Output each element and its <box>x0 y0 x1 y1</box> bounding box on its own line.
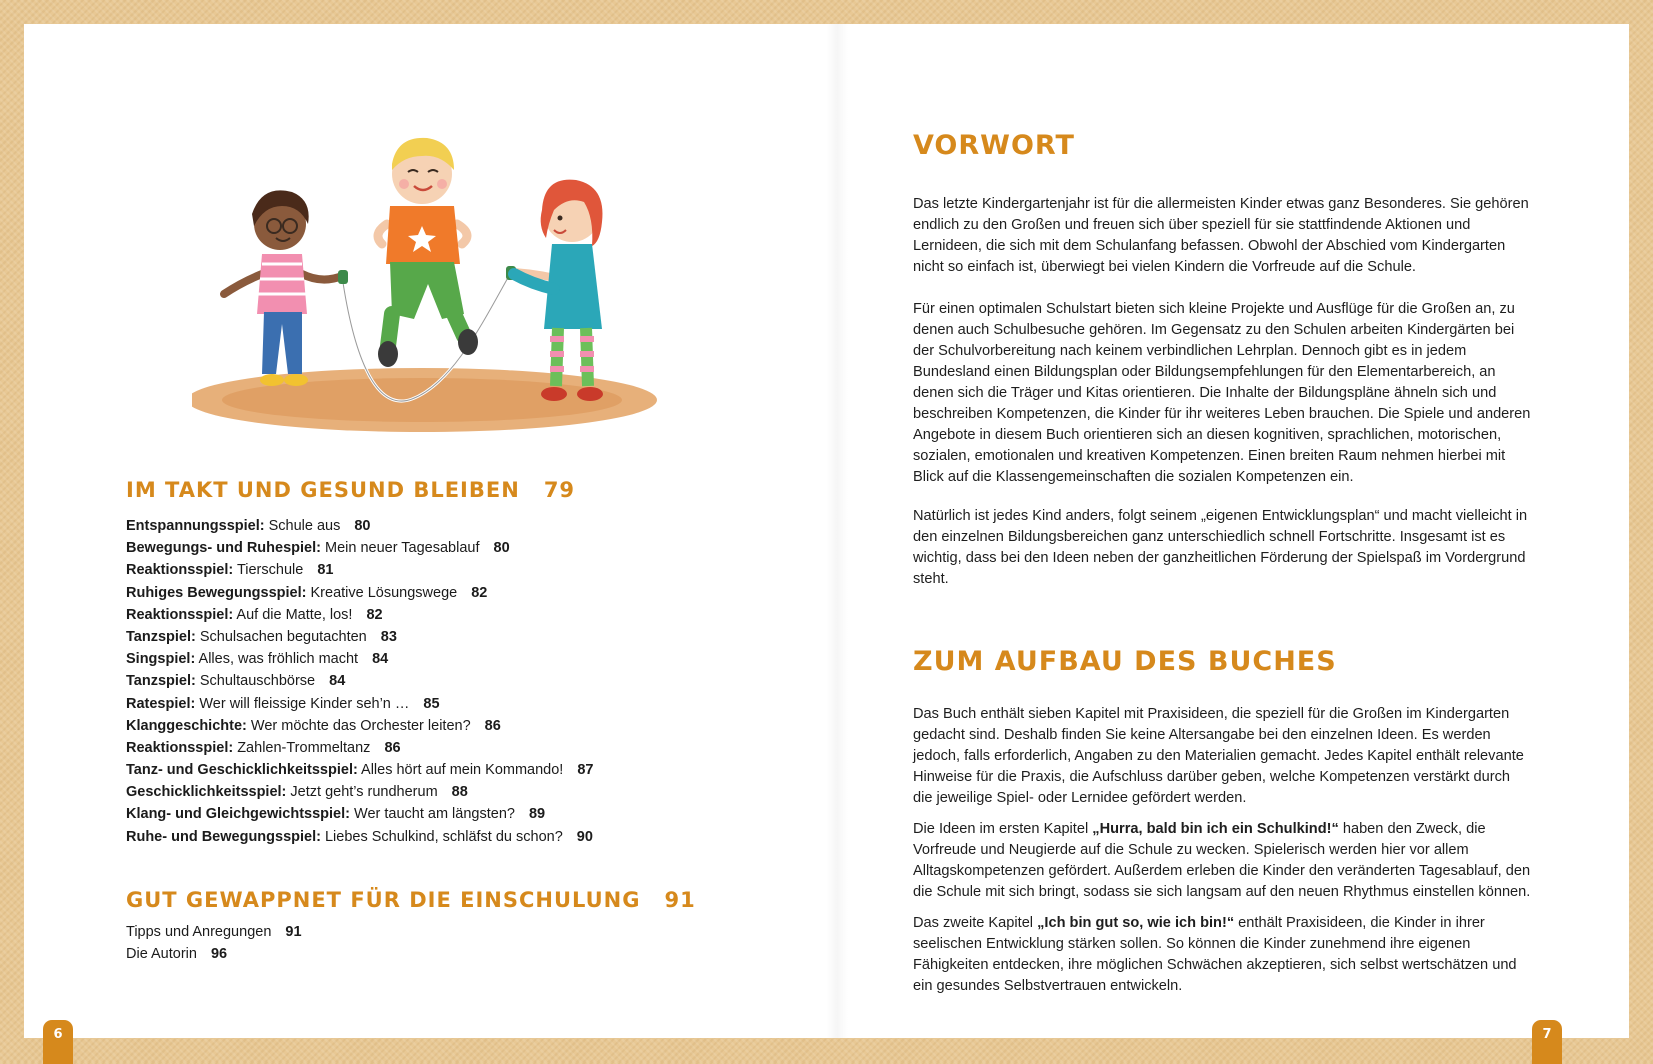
toc-section-title-1-page: 79 <box>543 478 576 502</box>
toc-entry[interactable] <box>126 604 593 626</box>
toc-entry-page: 83 <box>380 628 397 645</box>
toc-section-title-1 <box>126 478 575 502</box>
vorwort-heading: VORWORT <box>913 130 1075 161</box>
toc-entry[interactable] <box>126 537 593 559</box>
toc-entry-text: Schultauschbörse <box>199 673 316 690</box>
toc-entry[interactable] <box>126 781 593 803</box>
toc-entry-text: Schulsachen begutachten <box>199 628 367 645</box>
aufbau-paragraph-2 <box>913 819 1533 903</box>
toc-entry-label: Bewegungs- und Ruhespiel: <box>126 540 321 557</box>
toc-entry[interactable] <box>126 693 593 715</box>
toc-entry-page: 88 <box>451 784 468 801</box>
toc-entry-label: Tanzspiel: <box>126 673 196 690</box>
toc-entry-label: Reaktionsspiel: <box>126 606 234 623</box>
toc-entry[interactable] <box>126 582 593 604</box>
toc-section-title-2-text: GUT GEWAPPNET FÜR DIE EINSCHULUNG <box>126 888 641 912</box>
toc-entry-text: Wer möchte das Orchester leiten? <box>250 717 471 734</box>
toc-entry-text: Zahlen-Trommeltanz <box>237 739 371 756</box>
toc-entry-page: 84 <box>372 651 389 668</box>
toc-entry-page: 86 <box>484 717 501 734</box>
toc-entry-label: Geschicklichkeitsspiel: <box>126 784 287 801</box>
toc-entry-page: 82 <box>471 584 488 601</box>
toc-entry-text: Jetzt geht’s rundherum <box>290 784 438 801</box>
toc-entry-page: 85 <box>423 695 440 712</box>
toc-entry-text: Liebes Schulkind, schläfst du schon? <box>324 828 563 845</box>
toc-entry-text: Alles, was fröhlich macht <box>198 651 359 668</box>
boy-middle-figure <box>378 138 478 367</box>
right-page <box>836 24 1629 1038</box>
aufbau-heading: ZUM AUFBAU DES BUCHES <box>913 646 1337 677</box>
toc-entry-label: Ruhe- und Bewegungsspiel: <box>126 828 321 845</box>
toc-entry-page: 91 <box>285 924 302 940</box>
toc-entry-label: Tanz- und Geschicklichkeitsspiel: <box>126 762 358 779</box>
toc-entry-page: 87 <box>577 762 594 779</box>
chapter-1-title: „Hurra, bald bin ich ein Schulkind!“ <box>1092 821 1339 837</box>
toc-entry[interactable] <box>126 626 593 648</box>
toc-entry-page: 89 <box>528 806 546 823</box>
toc-section-title-2 <box>126 888 696 912</box>
toc-entry-label: Klanggeschichte: <box>126 717 247 734</box>
toc-entry-text: Mein neuer Tagesablauf <box>324 540 480 557</box>
toc-entry-page: 80 <box>493 540 510 557</box>
toc-entry[interactable] <box>126 515 593 537</box>
aufbau-paragraph-2-pre: Die Ideen im ersten Kapitel <box>913 821 1093 837</box>
toc-entry-label: Tanzspiel: <box>126 628 196 645</box>
toc-entry[interactable] <box>126 715 593 737</box>
toc-entry[interactable] <box>126 803 593 825</box>
toc-entry-text: Die Autorin <box>126 946 197 963</box>
toc-list-2 <box>126 921 302 965</box>
page-number-left: 6 <box>43 1020 73 1064</box>
toc-entry-text: Alles hört auf mein Kommando! <box>361 762 564 779</box>
toc-entry[interactable] <box>126 737 593 759</box>
toc-entry[interactable] <box>126 921 302 943</box>
left-page <box>24 24 836 1038</box>
toc-entry-label: Reaktionsspiel: <box>126 739 234 756</box>
toc-entry-page: 81 <box>317 562 334 579</box>
toc-entry-label: Ratespiel: <box>126 695 196 712</box>
toc-entry-label: Klang- und Gleichgewichtsspiel: <box>126 806 350 823</box>
toc-entry-text: Kreative Lösungswege <box>310 584 458 601</box>
toc-section-title-1-text: IM TAKT UND GESUND BLEIBEN <box>126 478 520 502</box>
toc-entry-page: 84 <box>329 673 346 690</box>
vorwort-paragraph-1: Das letzte Kindergartenjahr ist für die allermeisten Kinder etwas ganz Besonderes. Sie gehören endlich zu den Großen und freuen sich über speziell für sie stattfindende Aktionen und Lernideen, die sich mit dem Schulanfang befassen. Obwohl der Abschied vom Kindergarten nicht so einfach ist, überwiegt bei vielen Kindern die Vorfreude auf die Schule. <box>913 196 1529 275</box>
toc-entry[interactable] <box>126 826 593 848</box>
children-jump-rope-illustration <box>192 114 692 454</box>
toc-entry-text: Tierschule <box>236 562 304 579</box>
toc-entry-page: 82 <box>366 606 383 623</box>
toc-entry-label: Ruhiges Bewegungsspiel: <box>126 584 307 601</box>
toc-entry[interactable] <box>126 759 593 781</box>
aufbau-paragraph-1: Das Buch enthält sieben Kapitel mit Praxisideen, die speziell für die Großen im Kindergarten gedacht sind. Deshalb finden Sie keine Altersangabe bei den einzelnen Ideen. Es werden jedoch, falls erforderlich, Angaben zu den Materialien gemacht. Jedes Kapitel enthält relevante Hinweise für die Praxis, die Aufschluss darüber geben, welche Kompetenzen verstärkt durch die jeweilige Spiel- oder Lernidee gefördert werden. <box>913 706 1524 806</box>
toc-entry[interactable] <box>126 559 593 581</box>
toc-entry-page: 90 <box>576 828 593 845</box>
toc-entry-text: Schule aus <box>268 518 341 534</box>
aufbau-paragraph-3-pre: Das zweite Kapitel <box>913 915 1038 931</box>
toc-entry[interactable] <box>126 670 593 692</box>
toc-entry-page: 86 <box>384 739 401 756</box>
toc-entry-label: Reaktionsspiel: <box>126 562 234 579</box>
toc-entry-label: Entspannungsspiel: <box>126 518 265 534</box>
toc-entry-text: Auf die Matte, los! <box>236 606 353 623</box>
toc-section-title-2-page: 91 <box>664 888 696 912</box>
vorwort-paragraph-2: Für einen optimalen Schulstart bieten sich kleine Projekte und Ausflüge für die Großen an, zu denen auch Schulbesuche gehören. Im Gegensatz zu den Schulen arbeiten Kindergärten bei der Schulvorbereitung nach keinem verbindlichen Lehrplan. Dennoch gibt es in jedem Bundesland einen Bildungsplan oder Bildungsempfehlungen für den Elementarbereich, an denen sich die Träger und Kitas orientieren. Die Inhalte der Bildungspläne ähneln sich und beschreiben Kompetenzen, die Kinder für ihr weiteres Leben brauchen. Die Spiele und anderen Angebote in diesem Buch orientieren sich an diesen kognitiven, sprachlichen, motorischen, sozialen, emotionalen und kreativen Kompetenzen. Einen breiten Raum nehmen hierbei mit Blick auf die Klassengemeinschaften die sozialen Kompetenzen ein. <box>913 301 1531 485</box>
girl-right-figure <box>506 180 603 401</box>
toc-list-1 <box>126 515 593 848</box>
girl-left-figure <box>224 190 348 386</box>
aufbau-paragraph-3 <box>913 913 1533 997</box>
toc-entry-page: 80 <box>354 518 371 534</box>
toc-entry-text: Tipps und Anregungen <box>126 924 272 940</box>
toc-entry[interactable] <box>126 943 302 965</box>
aufbau-paragraph-3-post: enthält Praxisideen, die Kinder in ihrer seelischen Entwicklung stärken sollen. So können die Kinder zunehmend ihre eigenen Fähigkeiten entdecken, ihre möglichen Schwächen akzeptieren, sich selbst wertschätzen und ein gesundes Selbstvertrauen entwickeln. <box>913 915 1517 994</box>
toc-entry-text: Wer will fleissige Kinder seh’n … <box>199 695 410 712</box>
toc-entry[interactable] <box>126 648 593 670</box>
toc-entry-label: Singspiel: <box>126 651 196 668</box>
toc-entry-page: 96 <box>210 946 228 963</box>
toc-entry-text: Wer taucht am längsten? <box>354 806 515 823</box>
vorwort-paragraph-3: Natürlich ist jedes Kind anders, folgt seinem „eigenen Entwicklungsplan“ und macht vielleicht in den einzelnen Bildungsbereichen ganz unterschiedlich schnell Fortschritte. Insgesamt ist es wichtig, dass bei den Ideen neben der ganzheitlichen Förderung der Spielspaß im Vordergrund steht. <box>913 508 1528 587</box>
book-spread <box>24 24 1629 1038</box>
chapter-2-title: „Ich bin gut so, wie ich bin!“ <box>1037 915 1235 931</box>
aufbau-paragraph-2-post: haben den Zweck, die Vorfreude und Neugierde auf die Schule zu wecken. Spielerisch werden hier vor allem Alltagskompetenzen gefördert. Außerdem erleben die Kinder den veränderten Tagesablauf, den die Schule mit sich bringt, sodass sie sich langsam auf den neuen Rhythmus einstellen können. <box>913 821 1531 900</box>
page-number-right: 7 <box>1532 1020 1562 1064</box>
